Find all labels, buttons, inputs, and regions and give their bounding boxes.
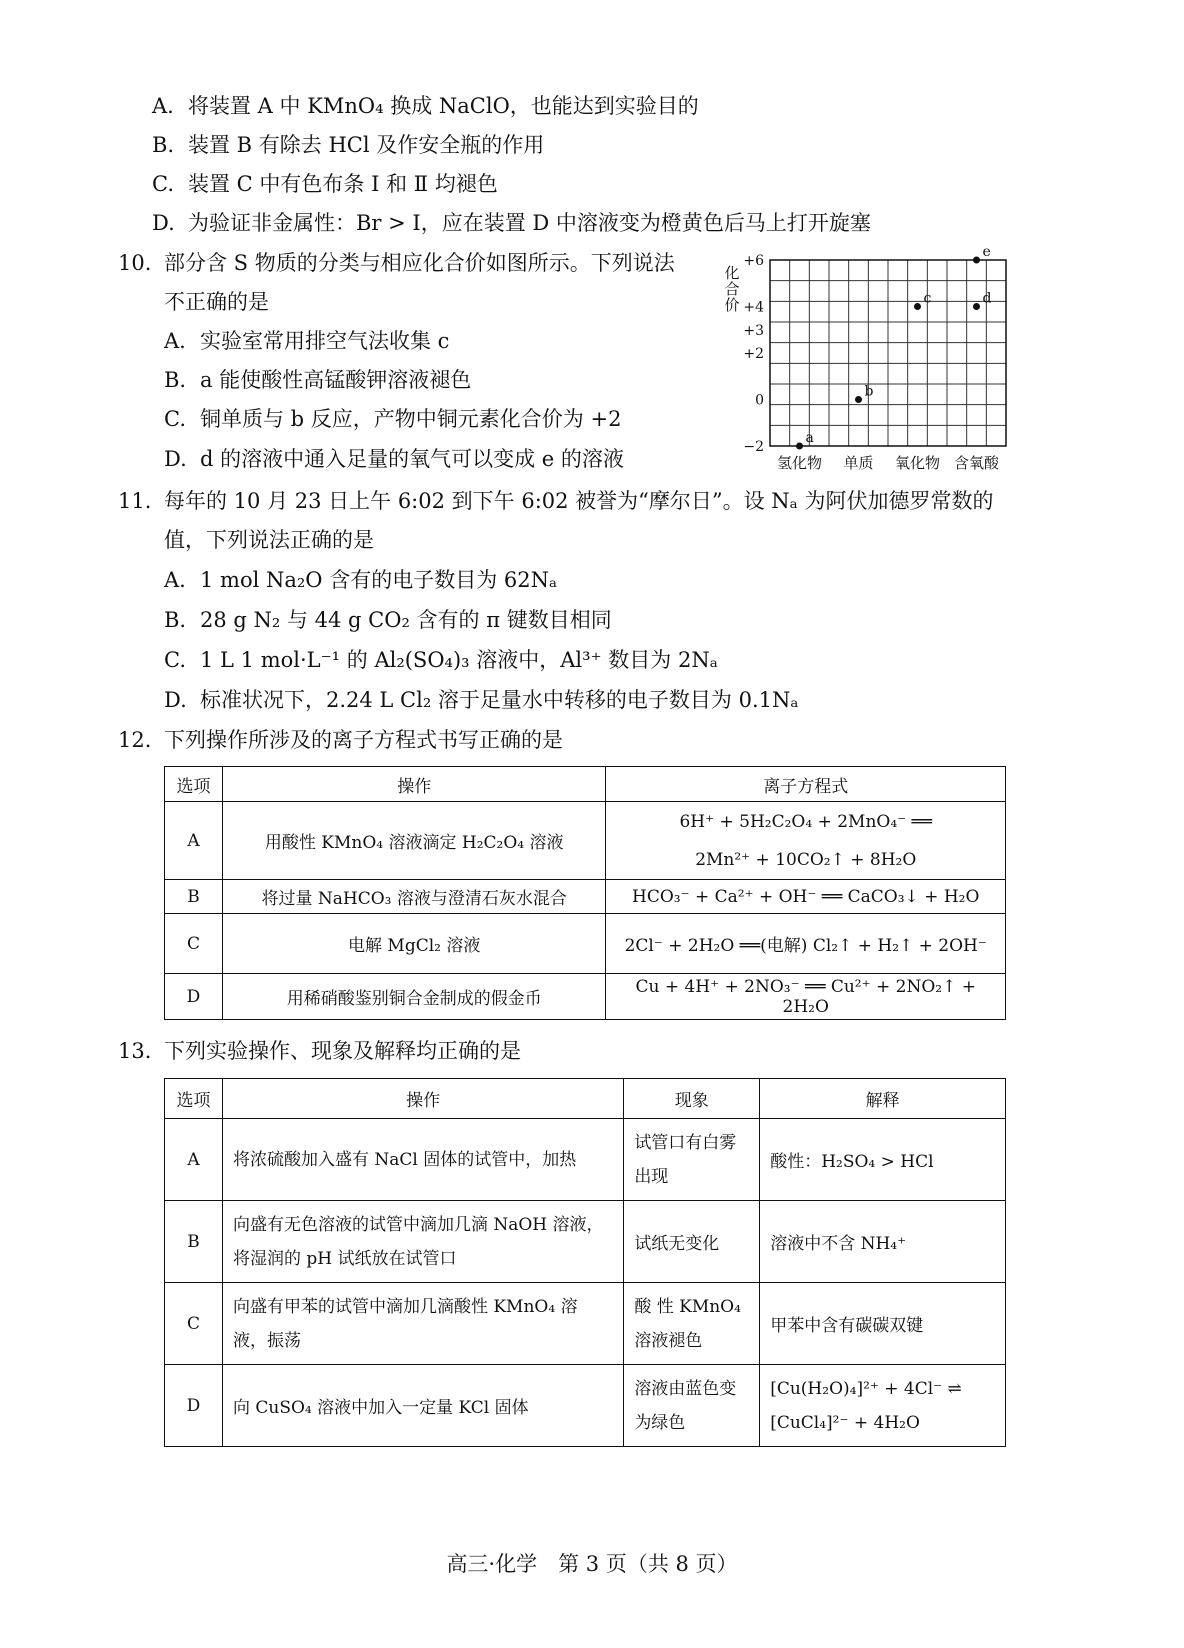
header-phenomenon: 现象 (624, 1079, 760, 1119)
q9-option-d: D. 为验证非金属性：Br > I，应在装置 D 中溶液变为橙黄色后马上打开旋塞 (152, 211, 871, 235)
table-row: B 向盛有无色溶液的试管中滴加几滴 NaOH 溶液， 将湿润的 pH 试纸放在试管口 试纸无变化 溶液中不含 NH₄⁺ (165, 1201, 1006, 1283)
y-tick-label: −2 (743, 439, 764, 455)
table-row: C 电解 MgCl₂ 溶液 2Cl⁻ + 2H₂O ══(电解) Cl₂↑ + H₂↑ + 2OH⁻ (165, 914, 1006, 974)
data-point (973, 257, 980, 264)
q12-number: 12. (118, 728, 152, 752)
table-row: D 向 CuSO₄ 溶液中加入一定量 KCl 固体 溶液由蓝色变 为绿色 [Cu(H₂O)₄]²⁺ + 4Cl⁻ ⇌ [CuCl₄]²⁻ + 4H₂O (165, 1365, 1006, 1447)
data-point-label: b (864, 383, 874, 400)
q9-option-c: C. 装置 C 中有色布条 Ⅰ 和 Ⅱ 均褪色 (152, 172, 498, 196)
q13-stem: 13. 下列实验操作、现象及解释均正确的是 (118, 1039, 521, 1063)
q10-number: 10. (118, 251, 152, 275)
q11-option-c: C. 1 L 1 mol·L⁻¹ 的 Al₂(SO₄)₃ 溶液中，Al³⁺ 数目为 2Nₐ (164, 648, 718, 672)
data-point-label: a (805, 430, 814, 446)
table-header-row (165, 1079, 1006, 1119)
data-point (855, 396, 862, 403)
q11-number: 11. (118, 489, 152, 513)
sulfur-valence-chart (724, 244, 1014, 480)
q13-table (164, 1078, 1006, 1447)
header-option: 选项 (165, 767, 223, 802)
data-point (796, 443, 803, 450)
row-operation: 用酸性 KMnO₄ 溶液滴定 H₂C₂O₄ 溶液 (222, 802, 606, 880)
y-tick-label: +2 (743, 346, 764, 362)
q9-option-a: A. 将装置 A 中 KMnO₄ 换成 NaClO，也能达到实验目的 (152, 94, 699, 118)
q9-option-b: B. 装置 B 有除去 HCl 及作安全瓶的作用 (152, 133, 545, 157)
table-row: C 向盛有甲苯的试管中滴加几滴酸性 KMnO₄ 溶 液，振荡 酸 性 KMnO₄ 溶液褪色 甲苯中含有碳碳双键 (165, 1283, 1006, 1365)
header-operation: 操作 (222, 1079, 623, 1119)
y-axis-label: 化合价 (724, 264, 740, 314)
data-point (973, 303, 980, 310)
page-footer: 高三·化学 第 3 页（共 8 页） (446, 1552, 738, 1576)
header-option: 选项 (165, 1079, 223, 1119)
q13-number: 13. (118, 1039, 152, 1063)
q10-option-d: D. d 的溶液中通入足量的氧气可以变成 e 的溶液 (164, 447, 624, 471)
x-tick-label: 氢化物 (776, 454, 823, 472)
x-tick-label: 单质 (843, 454, 874, 472)
y-tick-label: +4 (743, 299, 764, 316)
table-header-row (165, 767, 1006, 802)
q12-table (164, 766, 1006, 1020)
q11-option-b: B. 28 g N₂ 与 44 g CO₂ 含有的 π 键数目相同 (164, 608, 612, 632)
table-row: D 用稀硝酸鉴别铜合金制成的假金币 Cu + 4H⁺ + 2NO₃⁻ ══ Cu²⁺ + 2NO₂↑ + 2H₂O (165, 974, 1006, 1020)
q12-stem: 12. 下列操作所涉及的离子方程式书写正确的是 (118, 728, 563, 752)
q10-stem-cont: 不正确的是 (164, 290, 269, 314)
q10-stem: 10. 部分含 S 物质的分类与相应化合价如图所示。下列说法 (118, 251, 675, 275)
q10-option-a: A. 实验室常用排空气法收集 c (164, 329, 450, 353)
q10-option-c: C. 铜单质与 b 反应，产物中铜元素化合价为 +2 (164, 407, 622, 431)
table-row (165, 802, 1006, 880)
y-tick-label: 0 (755, 392, 764, 409)
y-tick-label: +3 (743, 322, 764, 339)
header-operation: 操作 (222, 767, 606, 802)
data-point (914, 303, 921, 310)
x-tick-label: 氧化物 (894, 454, 941, 472)
data-point-label: e (982, 244, 991, 260)
q10-option-b: B. a 能使酸性高锰酸钾溶液褪色 (164, 368, 472, 392)
q11-stem-cont: 值，下列说法正确的是 (164, 528, 374, 552)
header-equation: 离子方程式 (606, 767, 1006, 802)
data-point-label: c (923, 290, 932, 307)
table-row: B 将过量 NaHCO₃ 溶液与澄清石灰水混合 HCO₃⁻ + Ca²⁺ + OH⁻ ══ CaCO₃↓ + H₂O (165, 880, 1006, 914)
q11-option-a: A. 1 mol Na₂O 含有的电子数目为 62Nₐ (164, 568, 558, 592)
header-explanation: 解释 (760, 1079, 1006, 1119)
q11-stem: 11. 每年的 10 月 23 日上午 6:02 到下午 6:02 被誉为“摩尔日”。设 Nₐ 为阿伏加德罗常数的 (118, 489, 994, 513)
x-tick-label: 含氧酸 (953, 454, 1000, 472)
q11-option-d: D. 标准状况下，2.24 L Cl₂ 溶于足量水中转移的电子数目为 0.1Nₐ (164, 688, 799, 712)
table-row: A 将浓硫酸加入盛有 NaCl 固体的试管中，加热 试管口有白雾 出现 酸性：H₂SO₄ > HCl (165, 1119, 1006, 1201)
data-point-label: d (982, 290, 992, 307)
y-tick-label: +6 (743, 253, 764, 269)
row-equation: 6H⁺ + 5H₂C₂O₄ + 2MnO₄⁻ ══ 2Mn²⁺ + 10CO₂↑ + 8H₂O (606, 802, 1006, 880)
row-option: A (165, 802, 223, 880)
